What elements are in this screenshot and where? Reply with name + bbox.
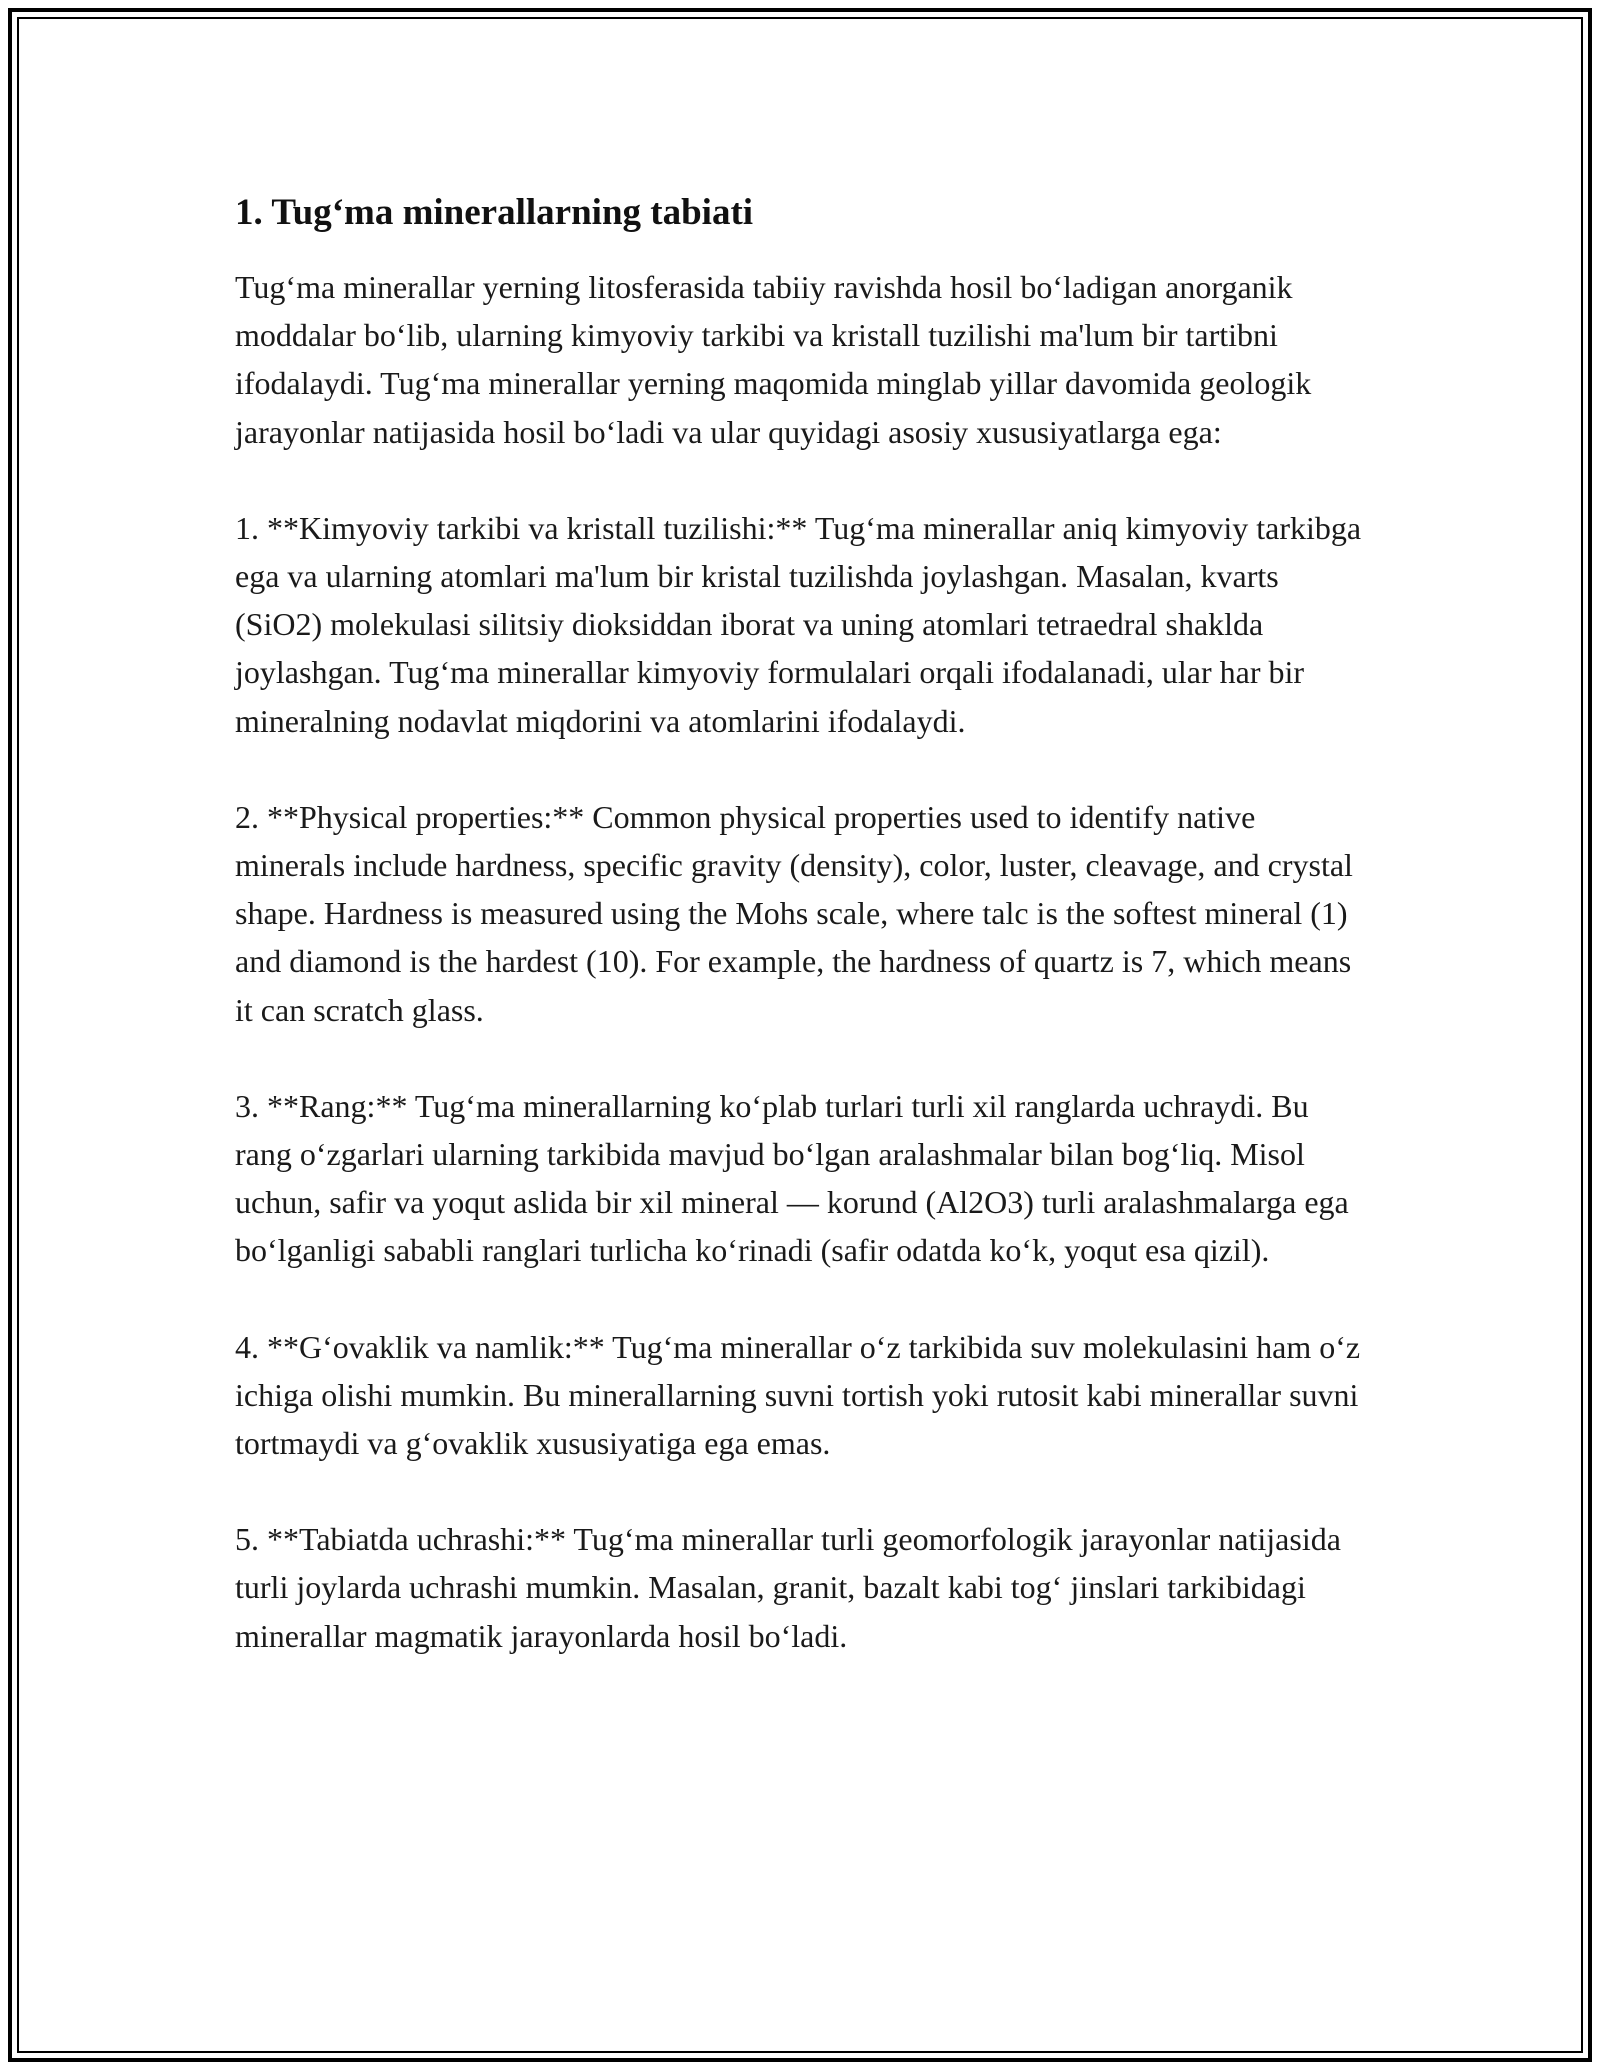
item-physical-properties: 2. **Physical properties:** Common physical properties used to identify native minerals include hardness, specific gravity (density), color, luster, cleavage, and crystal shape. Hardness is measured using the Mohs scale, where talc is the softest mineral (1) and diamond is the hardest (10). For example, the hardness of quartz is 7, which means it can scratch glass. bbox=[235, 798, 1353, 1028]
intro-paragraph: Tug‘ma minerallar yerning litosferasida tabiiy ravishda hosil bo‘ladigan anorganik moddalar bo‘lib, ularning kimyoviy tarkibi va kristall tuzilishi ma'lum bir tartibni ifodalaydi. Tug‘ma minerallar yerning maqomida minglab yillar davomida geologik jarayonlar natijasida hosil bo‘ladi va ular quyidagi asosiy xususiyatlarga ega: bbox=[235, 269, 1312, 450]
item-occurrence-in-nature: 5. **Tabiatda uchrashi:** Tug‘ma minerallar turli geomorfologik jarayonlar natijasida turli joylarda uchrashi mumkin. Masalan, granit, bazalt kabi tog‘ jinslari tarkibidagi minerallar magmatik jarayonlarda hosil bo‘ladi. bbox=[235, 1521, 1341, 1654]
document-body bbox=[235, 187, 1365, 1660]
item-color: 3. **Rang:** Tug‘ma minerallarning ko‘plab turlari turli xil ranglarda uchraydi. Bu rang o‘zgarlari ularning tarkibida mavjud bo‘lgan aralashmalar bilan bog‘liq. Misol uchun, safir va yoqut aslida bir xil mineral — korund (Al2O3) turli aralashmalarga ega bo‘lganligi sababli ranglari turlicha ko‘rinadi (safir odatda ko‘k, yoqut esa qizil). bbox=[235, 1087, 1349, 1269]
item-chemical-composition: 1. **Kimyoviy tarkibi va kristall tuzilishi:** Tug‘ma minerallar aniq kimyoviy tarkibga ega va ularning atomlari ma'lum bir kristal tuzilishda joylashgan. Masalan, kvarts (SiO2) molekulasi silitsiy dioksiddan iborat va uning atomlari tetraedral shaklda joylashgan. Tug‘ma minerallar kimyoviy formulalari orqali ifodalanadi, ular har bir mineralning nodavlat miqdorini va atomlarini ifodalaydi. bbox=[235, 509, 1362, 739]
item-porosity-moisture: 4. **G‘ovaklik va namlik:** Tug‘ma minerallar o‘z tarkibida suv molekulasini ham o‘z ichiga olishi mumkin. Bu minerallarning suvni tortish yoki rutosit kabi minerallar suvni tortmaydi va g‘ovaklik xususiyatiga ega emas. bbox=[235, 1328, 1361, 1462]
section-title: 1. Tug‘ma minerallarning tabiati bbox=[235, 192, 754, 233]
